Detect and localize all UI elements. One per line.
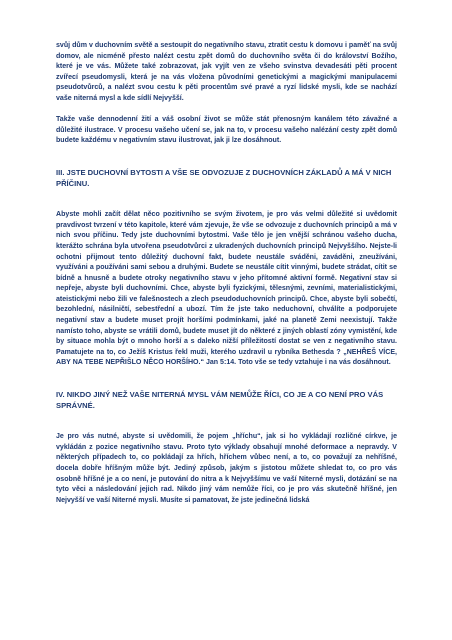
section-heading-4: IV. NIKDO JINÝ NEŽ VAŠE NITERNÁ MYSL VÁM NEMŮŽE ŘÍCI, CO JE A CO NENÍ PRO VÁS SPRÁVNÉ. bbox=[56, 390, 384, 410]
spacer bbox=[56, 369, 397, 390]
paragraph-intro: svůj dům v duchovním světě a sestoupit do negativního stavu, ztratit cestu k domovu i paměť na svůj domov, ale nicméně přesto nalézt cestu zpět domů do duchovního světa či do království Božího, které je ve vás. Můžete také zobrazovat, jak vyjít ven ze všeho svinstva devadesáti pěti procent zvířecí pseudomysli, která je na vás vložena původními genetickými a magickými manipulacemi pseudotvůrců, a nalézt svou cestu k pěti procentům své pravé a ryzí lidské mysli, kde se nachází vaše niterná mysl a kde sídlí Nejvyšší. bbox=[56, 42, 397, 102]
paragraph-sin: Je pro vás nutné, abyste si uvědomili, že pojem „hříchu“, jak si ho vykládají rozličné církve, je vykládán z pozice negativního stavu. Proto tyto výklady obsahují mnohé deformace a nepravdy. V některých případech to, co pokládají za hřích, hříchem vůbec není, a to, co považují za nehříšné, docela dobře hříšným může být. Jediný způsob, jakým s jistotou můžete shledat to, co pro vás osobně hříšné je a co není, je putování do nitra a k Nejvyššímu ve vaší Niterné mysli, dotázání se na tyto věci a následování jejich rad. Nikdo jiný vám nemůže říci, co je pro vás skutečně hříšné, jen Nejvyšší ve vaší Niterné mysli. Musíte si pamatovat, že jste jedinečná lidská bbox=[56, 433, 397, 504]
paragraph-spiritual-beings: Abyste mohli začít dělat něco pozitivního se svým životem, je pro vás velmi důležité si uvědomit pravdivost tvrzení v této kapitole, které vám zjevuje, že vše se odvozuje z duchovních principů a má v nich svou příčinu. Tedy jste duchovními bytostmi. Vaše tělo je jen vnější schránou vašeho ducha, kterážto schrána byla utvořena pseudotvůrci z ukradených duchovních principů Nejvyššího. Nejste-li ochotni přijmout tento důležitý duchovní fakt, budete neustále sváděni, zaváděni, zneužíváni, využíváni a používáni sami sebou a druhými. Budete se neustále cítit vinnými, budete strádat, cítit se bídně a hnusně a budete otroky negativního stavu v jeho přítomné aktivní formě. Negativní stav si nepřeje, abyste byli duchovními. Chce, abyste byli fyzickými, tělesnými, zevními, materialistickými, ateistickými nebo žili ve falešnostech a zlech pseudoduchovních principů. Chce, abyste byli sobečtí, bezohlední, násilničtí, sebestřední a ubozí. Tím že jste tako neduchovní, chválíte a podporujete negativní stav a budete muset projít horšími podmínkami, jaké na planetě Zemi neexistují. Takže namísto toho, abyste se vrátili domů, budete muset jít do některé z jiných oblastí zóny vymistění, kde by situace mohla být o mnoho horší a s daleko nižší příležitostí dostat se ven z negativního stavu. Pamatujete na to, co Ježíš Kristus řekl muži, kterého uzdravil u rybníka Bethesda ? „NEHŘEŠ VÍCE, ABY NA TEBE NEPŘIŠLO NĚCO HORŠÍHO.“ Jan 5:14. Toto vše se tedy vztahuje i na vás dosáhnout. bbox=[56, 211, 397, 367]
spacer bbox=[56, 105, 397, 116]
paragraph-illustration: Takže vaše dennodenní žití a váš osobní život se může stát přenosným kanálem této závažné a důležité ilustrace. V procesu vašeho učení se, jak na to, v procesu vašeho nalézání cesty zpět domů budete každému v negativním stavu ilustrovat, jak ji lze dosáhnout. bbox=[56, 116, 397, 145]
section-heading-3: III. JSTE DUCHOVNÍ BYTOSTI A VŠE SE ODVOZUJE Z DUCHOVNÍCH ZÁKLADŮ A MÁ V NICH PŘÍČINU. bbox=[56, 167, 392, 188]
spacer bbox=[56, 411, 397, 432]
spacer bbox=[56, 147, 397, 168]
spacer bbox=[56, 189, 397, 210]
